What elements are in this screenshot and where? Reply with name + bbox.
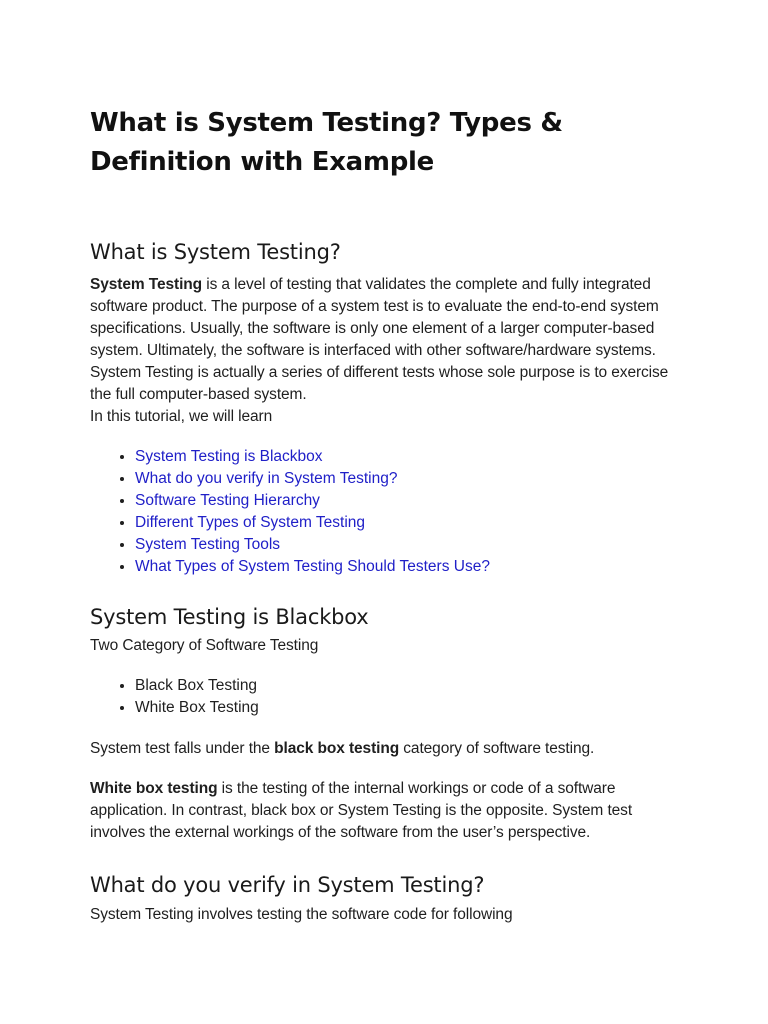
article	[90, 104, 680, 926]
falls-pre: System test falls under the	[90, 740, 275, 757]
falls-under-paragraph	[90, 738, 680, 760]
white-box-paragraph	[90, 778, 680, 844]
toc-link-tools[interactable]: System Testing Tools	[135, 536, 281, 553]
toc-link-blackbox[interactable]: System Testing is Blackbox	[135, 448, 323, 465]
white-rest: is the testing of the internal workings or code of a software application. In contrast, black box or System Testing is the opposite. System test involves the external workings of the software from the user’s perspective.	[90, 780, 633, 841]
list-item: • Black Box Testing	[135, 675, 680, 697]
intro-text: is a level of testing that validates the complete and fully integrated software product. The purpose of a system test is to evaluate the end-to-end system specifications. Usually, the software is only one element of a larger computer-based system. Ultimately, the software is interfaced with other software/hardware systems. System Testing is actually a series of different tests whose sole purpose is to exercise the full computer-based system.	[90, 276, 669, 403]
section-heading-what-is: What is System Testing?	[90, 240, 341, 264]
list-item: • White Box Testing	[135, 697, 680, 719]
toc-link-should-use[interactable]: What Types of System Testing Should Testers Use?	[135, 558, 490, 575]
toc-item	[135, 512, 680, 534]
intro-bold-term: System Testing	[90, 276, 203, 293]
falls-bold: black box testing	[274, 740, 400, 757]
toc-item	[135, 446, 680, 468]
toc-item	[135, 556, 680, 578]
categories-list	[90, 675, 680, 719]
toc-item	[135, 490, 680, 512]
section-heading-verify: What do you verify in System Testing?	[90, 873, 485, 897]
toc-item	[135, 468, 680, 490]
verify-intro: System Testing involves testing the software code for following	[90, 906, 513, 923]
toc-list	[90, 446, 680, 578]
toc-link-types[interactable]: Different Types of System Testing	[135, 514, 366, 531]
toc-link-hierarchy[interactable]: Software Testing Hierarchy	[135, 492, 320, 509]
intro-paragraph	[90, 274, 680, 406]
learn-line: In this tutorial, we will learn	[90, 408, 273, 425]
falls-post: category of software testing.	[399, 740, 595, 757]
toc-link-verify[interactable]: What do you verify in System Testing?	[135, 470, 398, 487]
page-title: What is System Testing? Types & Definition with Example	[90, 108, 563, 177]
section-heading-blackbox: System Testing is Blackbox	[90, 605, 369, 629]
categories-intro: Two Category of Software Testing	[90, 637, 319, 654]
white-bold: White box testing	[90, 780, 218, 797]
toc-item	[135, 534, 680, 556]
